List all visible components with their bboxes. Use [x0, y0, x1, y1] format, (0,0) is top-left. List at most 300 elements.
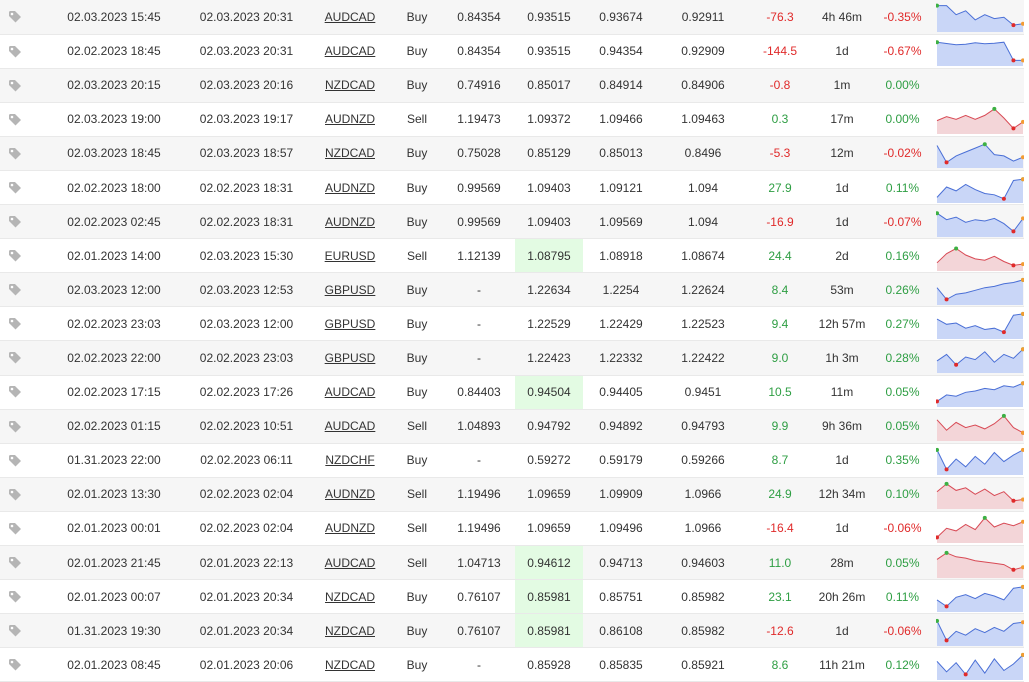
tag-icon[interactable] [8, 351, 22, 365]
tag-cell[interactable] [0, 0, 44, 34]
close-price-cell: 1.09463 [659, 102, 747, 136]
table-row[interactable] [0, 580, 1024, 614]
sparkline-min-point [1011, 567, 1015, 571]
sparkline-area [937, 145, 1023, 169]
gain-cell: 0.10% [871, 477, 934, 511]
symbol-link[interactable]: GBPUSD [324, 316, 376, 331]
duration-cell: 1d [813, 170, 871, 204]
tag-cell[interactable] [0, 273, 44, 307]
table-row[interactable] [0, 648, 1024, 682]
symbol-cell [309, 614, 391, 648]
symbol-link[interactable]: AUDNZD [325, 180, 375, 195]
action-cell: Buy [391, 307, 443, 341]
symbol-cell [309, 170, 391, 204]
sparkline-cell [934, 580, 1024, 614]
pips-cell: 8.4 [747, 273, 813, 307]
sparkline-cell [934, 307, 1024, 341]
gain-cell: -0.67% [871, 34, 934, 68]
pips-cell: 0.3 [747, 102, 813, 136]
sparkline-max-point [936, 619, 939, 623]
symbol-link[interactable]: AUDNZD [325, 112, 375, 127]
symbol-link[interactable]: AUDCAD [324, 385, 376, 400]
open-time-cell: 01.31.2023 22:00 [44, 443, 184, 477]
tag-icon[interactable] [8, 249, 22, 263]
tag-cell[interactable] [0, 511, 44, 545]
duration-cell: 4h 46m [813, 0, 871, 34]
action-cell: Buy [391, 34, 443, 68]
gain-cell: -0.35% [871, 0, 934, 34]
close-price-cell: 1.08674 [659, 239, 747, 273]
gain-cell: -0.07% [871, 205, 934, 239]
tag-icon[interactable] [8, 215, 22, 229]
action-cell: Buy [391, 136, 443, 170]
tag-cell[interactable] [0, 34, 44, 68]
sparkline-max-point [945, 482, 949, 486]
tag-icon[interactable] [8, 181, 22, 195]
symbol-cell [309, 273, 391, 307]
tag-icon[interactable] [8, 590, 22, 604]
pips-cell: -5.3 [747, 136, 813, 170]
table-row[interactable] [0, 546, 1024, 580]
sparkline-area [937, 621, 1023, 646]
stop-loss-cell: 1.19496 [443, 511, 515, 545]
take-profit-cell: 0.85981 [515, 614, 583, 648]
sparkline-chart [936, 308, 1024, 340]
sparkline-min-point [1011, 263, 1015, 267]
open-time-cell: 02.01.2023 21:45 [44, 546, 184, 580]
stop-loss-cell: 1.12139 [443, 239, 515, 273]
gain-cell: 0.00% [871, 68, 934, 102]
close-price-cell: 0.85982 [659, 580, 747, 614]
table-row[interactable] [0, 614, 1024, 648]
take-profit-cell: 1.22529 [515, 307, 583, 341]
symbol-cell [309, 0, 391, 34]
close-time-cell: 02.01.2023 22:13 [184, 546, 309, 580]
pips-cell: 24.9 [747, 477, 813, 511]
tag-cell[interactable] [0, 307, 44, 341]
tag-icon[interactable] [8, 45, 22, 59]
take-profit-cell: 0.93515 [515, 0, 583, 34]
duration-cell: 2d [813, 239, 871, 273]
tag-icon[interactable] [8, 454, 22, 468]
duration-cell: 1d [813, 443, 871, 477]
symbol-link[interactable]: NZDCAD [325, 589, 375, 604]
take-profit-cell: 0.59272 [515, 443, 583, 477]
tag-icon[interactable] [8, 488, 22, 502]
sparkline-chart [936, 342, 1024, 374]
sparkline-max-point [1002, 414, 1006, 418]
sparkline-min-point [1011, 127, 1015, 131]
sparkline-max-point [983, 516, 987, 520]
close-time-cell: 02.02.2023 18:31 [184, 170, 309, 204]
open-time-cell: 02.03.2023 18:45 [44, 136, 184, 170]
action-cell: Buy [391, 375, 443, 409]
take-profit-cell: 1.09403 [515, 205, 583, 239]
close-time-cell: 02.03.2023 19:17 [184, 102, 309, 136]
sparkline-min-point [1011, 59, 1015, 63]
duration-cell: 28m [813, 546, 871, 580]
open-price-cell: 0.84914 [583, 68, 659, 102]
sparkline-min-point [945, 468, 949, 472]
tag-icon[interactable] [8, 522, 22, 536]
symbol-cell [309, 511, 391, 545]
duration-cell: 12m [813, 136, 871, 170]
tag-cell[interactable] [0, 443, 44, 477]
sparkline-min-point [945, 604, 949, 608]
tag-cell[interactable] [0, 102, 44, 136]
gain-cell: 0.35% [871, 443, 934, 477]
gain-cell: 0.05% [871, 409, 934, 443]
sparkline-chart [936, 274, 1024, 306]
gain-cell: 0.00% [871, 102, 934, 136]
stop-loss-cell: - [443, 648, 515, 682]
sparkline-cell [934, 0, 1024, 34]
action-cell: Sell [391, 546, 443, 580]
symbol-cell [309, 546, 391, 580]
symbol-link[interactable]: AUDCAD [324, 9, 376, 24]
open-price-cell: 1.09569 [583, 205, 659, 239]
action-cell: Sell [391, 239, 443, 273]
close-price-cell: 1.22523 [659, 307, 747, 341]
open-price-cell: 0.85013 [583, 136, 659, 170]
table-row[interactable] [0, 307, 1024, 341]
stop-loss-cell: 0.84354 [443, 0, 515, 34]
tag-cell[interactable] [0, 375, 44, 409]
close-time-cell: 02.01.2023 20:34 [184, 614, 309, 648]
table-row[interactable] [0, 0, 1024, 34]
sparkline-cell [934, 477, 1024, 511]
gain-cell: 0.12% [871, 648, 934, 682]
tag-cell[interactable] [0, 170, 44, 204]
take-profit-cell: 0.94504 [515, 375, 583, 409]
sparkline-min-point [1011, 23, 1015, 27]
close-price-cell: 1.22624 [659, 273, 747, 307]
symbol-link[interactable]: NZDCAD [325, 623, 375, 638]
take-profit-cell: 1.09372 [515, 102, 583, 136]
open-time-cell: 02.02.2023 22:00 [44, 341, 184, 375]
pips-cell: 23.1 [747, 580, 813, 614]
table-row[interactable] [0, 443, 1024, 477]
close-time-cell: 02.03.2023 20:31 [184, 0, 309, 34]
sparkline-area [937, 314, 1023, 339]
sparkline-cell [934, 341, 1024, 375]
sparkline-cell [934, 34, 1024, 68]
symbol-cell [309, 136, 391, 170]
table-row[interactable] [0, 170, 1024, 204]
open-time-cell: 02.01.2023 00:01 [44, 511, 184, 545]
table-row[interactable] [0, 477, 1024, 511]
sparkline-chart [936, 581, 1024, 613]
pips-cell: -16.4 [747, 511, 813, 545]
pips-cell: 9.4 [747, 307, 813, 341]
sparkline-chart [936, 547, 1024, 579]
sparkline-cell [934, 546, 1024, 580]
gain-cell: -0.06% [871, 511, 934, 545]
stop-loss-cell: - [443, 273, 515, 307]
tag-icon[interactable] [8, 79, 22, 93]
tag-icon[interactable] [8, 283, 22, 297]
symbol-link[interactable]: AUDCAD [324, 555, 376, 570]
duration-cell: 11m [813, 375, 871, 409]
table-row[interactable] [0, 273, 1024, 307]
sparkline-chart [936, 1, 1024, 33]
close-price-cell: 0.94793 [659, 409, 747, 443]
stop-loss-cell: 1.04893 [443, 409, 515, 443]
tag-icon[interactable] [8, 556, 22, 570]
tag-icon[interactable] [8, 420, 22, 434]
stop-loss-cell: 0.84354 [443, 34, 515, 68]
table-row[interactable] [0, 136, 1024, 170]
sparkline-min-point [1011, 499, 1015, 503]
symbol-link[interactable]: NZDCAD [325, 146, 375, 161]
close-time-cell: 02.03.2023 20:16 [184, 68, 309, 102]
table-row[interactable] [0, 375, 1024, 409]
sparkline-area [937, 518, 1023, 543]
symbol-link[interactable]: AUDNZD [325, 214, 375, 229]
sparkline-max-point [945, 550, 949, 554]
sparkline-area [937, 5, 1023, 31]
open-price-cell: 0.85751 [583, 580, 659, 614]
duration-cell: 1h 3m [813, 341, 871, 375]
symbol-link[interactable]: AUDCAD [324, 44, 376, 59]
symbol-link[interactable]: NZDCHF [325, 453, 375, 468]
stop-loss-cell: 0.99569 [443, 205, 515, 239]
symbol-cell [309, 307, 391, 341]
take-profit-cell: 1.09659 [515, 511, 583, 545]
open-price-cell: 1.22332 [583, 341, 659, 375]
symbol-link[interactable]: AUDCAD [324, 419, 376, 434]
duration-cell: 12h 34m [813, 477, 871, 511]
sparkline-cell [934, 273, 1024, 307]
sparkline-chart [936, 240, 1024, 272]
tag-icon[interactable] [8, 658, 22, 672]
duration-cell: 1m [813, 68, 871, 102]
tag-icon[interactable] [8, 385, 22, 399]
open-price-cell: 0.59179 [583, 443, 659, 477]
pips-cell: -144.5 [747, 34, 813, 68]
duration-cell: 9h 36m [813, 409, 871, 443]
symbol-link[interactable]: NZDCAD [325, 657, 375, 672]
open-price-cell: 1.2254 [583, 273, 659, 307]
duration-cell: 1d [813, 205, 871, 239]
open-price-cell: 1.09121 [583, 170, 659, 204]
sparkline-cell [934, 102, 1024, 136]
table-row[interactable] [0, 68, 1024, 102]
close-price-cell: 0.9451 [659, 375, 747, 409]
symbol-link[interactable]: AUDNZD [325, 487, 375, 502]
close-price-cell: 1.0966 [659, 511, 747, 545]
table-row[interactable] [0, 409, 1024, 443]
duration-cell: 53m [813, 273, 871, 307]
sparkline-area [937, 484, 1023, 509]
stop-loss-cell: 1.04713 [443, 546, 515, 580]
close-time-cell: 02.02.2023 06:11 [184, 443, 309, 477]
pips-cell: -76.3 [747, 0, 813, 34]
symbol-cell [309, 205, 391, 239]
stop-loss-cell: 0.75028 [443, 136, 515, 170]
symbol-cell [309, 239, 391, 273]
tag-icon[interactable] [8, 147, 22, 161]
table-row[interactable] [0, 205, 1024, 239]
close-price-cell: 0.84906 [659, 68, 747, 102]
sparkline-min-point [945, 161, 949, 165]
duration-cell: 1d [813, 511, 871, 545]
sparkline-cell [934, 648, 1024, 682]
close-price-cell: 0.59266 [659, 443, 747, 477]
open-price-cell: 0.94405 [583, 375, 659, 409]
open-time-cell: 02.03.2023 15:45 [44, 0, 184, 34]
pips-cell: 24.4 [747, 239, 813, 273]
duration-cell: 1d [813, 34, 871, 68]
sparkline-max-point [992, 107, 996, 111]
pips-cell: 11.0 [747, 546, 813, 580]
gain-cell: 0.11% [871, 170, 934, 204]
open-time-cell: 02.01.2023 00:07 [44, 580, 184, 614]
action-cell: Buy [391, 580, 443, 614]
tag-cell[interactable] [0, 546, 44, 580]
tag-cell[interactable] [0, 205, 44, 239]
take-profit-cell: 0.94612 [515, 546, 583, 580]
symbol-link[interactable]: GBPUSD [324, 282, 376, 297]
tag-icon[interactable] [8, 113, 22, 127]
gain-cell: 0.28% [871, 341, 934, 375]
symbol-link[interactable]: NZDCAD [325, 78, 375, 93]
gain-cell: 0.16% [871, 239, 934, 273]
symbol-cell [309, 443, 391, 477]
close-time-cell: 02.01.2023 20:06 [184, 648, 309, 682]
sparkline-min-point [1002, 330, 1006, 334]
sparkline-min-point [964, 672, 968, 676]
sparkline-max-point [983, 143, 987, 147]
stop-loss-cell: - [443, 307, 515, 341]
tag-cell[interactable] [0, 239, 44, 273]
tag-cell[interactable] [0, 580, 44, 614]
stop-loss-cell: 0.76107 [443, 614, 515, 648]
sparkline-chart [936, 206, 1024, 238]
close-time-cell: 02.02.2023 17:26 [184, 375, 309, 409]
close-price-cell: 1.22422 [659, 341, 747, 375]
duration-cell: 1d [813, 614, 871, 648]
tag-icon[interactable] [8, 317, 22, 331]
sparkline-min-point [1011, 229, 1015, 233]
sparkline-cell [934, 511, 1024, 545]
tag-cell[interactable] [0, 341, 44, 375]
gain-cell: 0.05% [871, 546, 934, 580]
open-price-cell: 0.85835 [583, 648, 659, 682]
take-profit-cell: 0.85017 [515, 68, 583, 102]
sparkline-area [937, 349, 1023, 373]
gain-cell: -0.06% [871, 614, 934, 648]
pips-cell: 9.0 [747, 341, 813, 375]
close-price-cell: 0.94603 [659, 546, 747, 580]
sparkline-area [937, 280, 1023, 305]
open-time-cell: 02.01.2023 14:00 [44, 239, 184, 273]
pips-cell: -12.6 [747, 614, 813, 648]
action-cell: Sell [391, 511, 443, 545]
table-row[interactable] [0, 511, 1024, 545]
sparkline-chart [936, 376, 1024, 408]
take-profit-cell: 1.22634 [515, 273, 583, 307]
table-row[interactable] [0, 102, 1024, 136]
tag-icon[interactable] [8, 10, 22, 24]
sparkline-chart [936, 512, 1024, 544]
stop-loss-cell: 0.74916 [443, 68, 515, 102]
close-price-cell: 0.85982 [659, 614, 747, 648]
open-time-cell: 02.01.2023 13:30 [44, 477, 184, 511]
symbol-cell [309, 34, 391, 68]
table-row[interactable] [0, 34, 1024, 68]
close-price-cell: 0.92909 [659, 34, 747, 68]
open-time-cell: 01.31.2023 19:30 [44, 614, 184, 648]
close-price-cell: 1.0966 [659, 477, 747, 511]
sparkline-cell [934, 68, 1024, 102]
close-time-cell: 02.02.2023 18:31 [184, 205, 309, 239]
action-cell: Buy [391, 341, 443, 375]
tag-cell[interactable] [0, 68, 44, 102]
action-cell: Buy [391, 0, 443, 34]
duration-cell: 12h 57m [813, 307, 871, 341]
action-cell: Buy [391, 205, 443, 239]
action-cell: Buy [391, 68, 443, 102]
pips-cell: -0.8 [747, 68, 813, 102]
stop-loss-cell: 0.76107 [443, 580, 515, 614]
tag-icon[interactable] [8, 624, 22, 638]
close-time-cell: 02.02.2023 23:03 [184, 341, 309, 375]
table-row[interactable] [0, 341, 1024, 375]
stop-loss-cell: - [443, 341, 515, 375]
open-price-cell: 1.22429 [583, 307, 659, 341]
table-row[interactable] [0, 239, 1024, 273]
close-time-cell: 02.03.2023 12:53 [184, 273, 309, 307]
take-profit-cell: 0.85981 [515, 580, 583, 614]
open-price-cell: 0.94354 [583, 34, 659, 68]
close-time-cell: 02.02.2023 10:51 [184, 409, 309, 443]
action-cell: Buy [391, 614, 443, 648]
symbol-cell [309, 375, 391, 409]
open-time-cell: 02.03.2023 19:00 [44, 102, 184, 136]
sparkline-min-point [1002, 196, 1006, 200]
sparkline-min-point [945, 638, 949, 642]
take-profit-cell: 1.22423 [515, 341, 583, 375]
sparkline-area [937, 655, 1023, 680]
open-price-cell: 1.09909 [583, 477, 659, 511]
tag-cell[interactable] [0, 477, 44, 511]
sparkline-area [937, 587, 1023, 612]
sparkline-max-point [936, 448, 939, 452]
sparkline-cell [934, 205, 1024, 239]
tag-cell[interactable] [0, 409, 44, 443]
gain-cell: 0.05% [871, 375, 934, 409]
symbol-link[interactable]: EURUSD [324, 248, 376, 263]
open-price-cell: 0.94713 [583, 546, 659, 580]
symbol-cell [309, 102, 391, 136]
tag-cell[interactable] [0, 648, 44, 682]
close-price-cell: 1.094 [659, 170, 747, 204]
sparkline-chart [936, 615, 1024, 647]
pips-cell: 10.5 [747, 375, 813, 409]
open-price-cell: 1.09466 [583, 102, 659, 136]
symbol-link[interactable]: AUDNZD [325, 521, 375, 536]
close-time-cell: 02.03.2023 12:00 [184, 307, 309, 341]
action-cell: Buy [391, 648, 443, 682]
close-time-cell: 02.02.2023 02:04 [184, 511, 309, 545]
symbol-link[interactable]: GBPUSD [324, 350, 376, 365]
action-cell: Buy [391, 273, 443, 307]
close-price-cell: 0.85921 [659, 648, 747, 682]
tag-cell[interactable] [0, 136, 44, 170]
sparkline-chart [936, 649, 1024, 681]
tag-cell[interactable] [0, 614, 44, 648]
